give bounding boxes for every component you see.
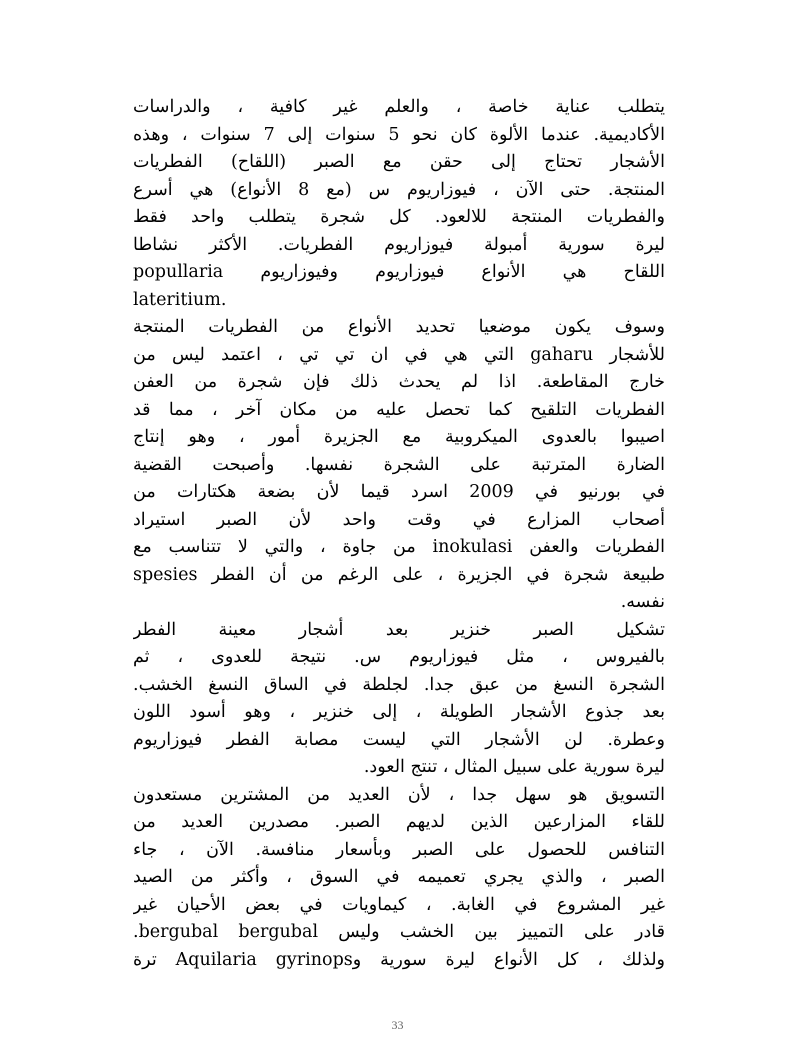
text-line: خارج المقاطعة. اذا لم يحدث ذلك فإن شجرة من العفن xyxy=(133,372,665,392)
text-line: ليرة سورية على سبيل المثال ، تنتج العود. xyxy=(363,757,665,777)
text-line: بالفيروس ، مثل فيوزاريوم س. نتيجة للعدوى ، ثم xyxy=(133,647,665,667)
text-line: الضارة المترتبة على الشجرة نفسها. وأصبحت القضية xyxy=(133,454,665,475)
text-line: الفطريات والعفن inokulasi من جاوة ، والتي لا تتناسب مع xyxy=(133,537,665,557)
text-line: قادر على التمييز بين الخشب وليس bergubal bergubal. xyxy=(133,922,665,942)
text-line: والفطريات المنتجة للالعود. كل شجرة يتطلب واحد فقط xyxy=(133,207,665,227)
text-line: ولذلك ، كل الأنواع ليرة سورية وAquilaria gyrinops ترة xyxy=(133,949,665,970)
text-line: اصيبوا بالعدوى الميكروبية مع الجزيرة أمور ، وهو إنتاج xyxy=(133,427,665,447)
text-line: تشكيل الصبر خنزير بعد أشجار معينة الفطر xyxy=(133,619,665,640)
text-line: يتطلب عناية خاصة ، والعلم غير كافية ، والدراسات xyxy=(133,97,665,117)
paragraph-2 xyxy=(133,314,665,617)
text-line: الأكاديمية. عندما الألوة كان نحو 5 سنوات إلى 7 سنوات ، وهذه xyxy=(133,124,665,145)
text-line: أصحاب المزارع في وقت واحد لأن الصبر استيراد xyxy=(133,509,665,530)
text-line: نفسه. xyxy=(620,592,665,612)
text-line: بعد جذوع الأشجار الطويلة ، إلى خنزير ، وهو أسود اللون xyxy=(133,702,665,722)
text-line: طبيعة شجرة في الجزيرة ، على الرغم من أن الفطر spesies xyxy=(133,564,665,585)
text-line: وسوف يكون موضعيا تحديد الأنواع من الفطريات المنتجة xyxy=(133,317,665,337)
text-line: غير المشروع في الغابة. ، كيماويات في بعض الأحيان غير xyxy=(133,894,665,915)
document-body xyxy=(133,94,665,974)
text-line: للأشجار gaharu التي هي في ان تي تي ، اعتمد ليس من xyxy=(133,344,665,365)
text-line: اللقاح هي الأنواع فيوزاريوم وفيوزاريوم popullaria xyxy=(133,262,665,282)
text-line: في بورنيو في 2009 اسرد قيما لأن بضعة هكتارات من xyxy=(133,482,665,502)
text-line: lateritium. xyxy=(133,289,227,310)
text-line: الفطريات التلقيح كما تحصل عليه من مكان آخر ، مما قد xyxy=(133,399,665,420)
paragraph-4 xyxy=(133,782,665,975)
text-line: ليرة سورية أمبولة فيوزاريوم الفطريات. الأكثر نشاطا xyxy=(133,234,665,255)
text-line: للقاء المزارعين الذين لديهم الصبر. مصدرين العديد من xyxy=(133,812,665,832)
text-line: الصبر ، والذي يجري تعميمه في السوق ، وأكثر من الصيد xyxy=(133,867,665,887)
page-number: 33 xyxy=(391,1018,404,1032)
text-line: الشجرة النسغ من عبق جدا. لجلطة في الساق النسغ الخشب. xyxy=(133,674,665,695)
paragraph-1 xyxy=(133,94,665,314)
text-line: المنتجة. حتى الآن ، فيوزاريوم س (مع 8 الأنواع) هي أسرع xyxy=(133,179,665,200)
paragraph-3 xyxy=(133,617,665,782)
text-line: التنافس للحصول على الصبر وبأسعار منافسة. الآن ، جاء xyxy=(133,839,665,860)
text-line: التسويق هو سهل جدا ، لأن العديد من المشترين مستعدون xyxy=(133,784,665,805)
text-line: الأشجار تحتاج إلى حقن مع الصبر (اللقاح) الفطريات xyxy=(133,152,665,172)
text-line: وعطرة. لن الأشجار التي ليست مصابة الفطر فيوزاريوم xyxy=(133,729,665,750)
